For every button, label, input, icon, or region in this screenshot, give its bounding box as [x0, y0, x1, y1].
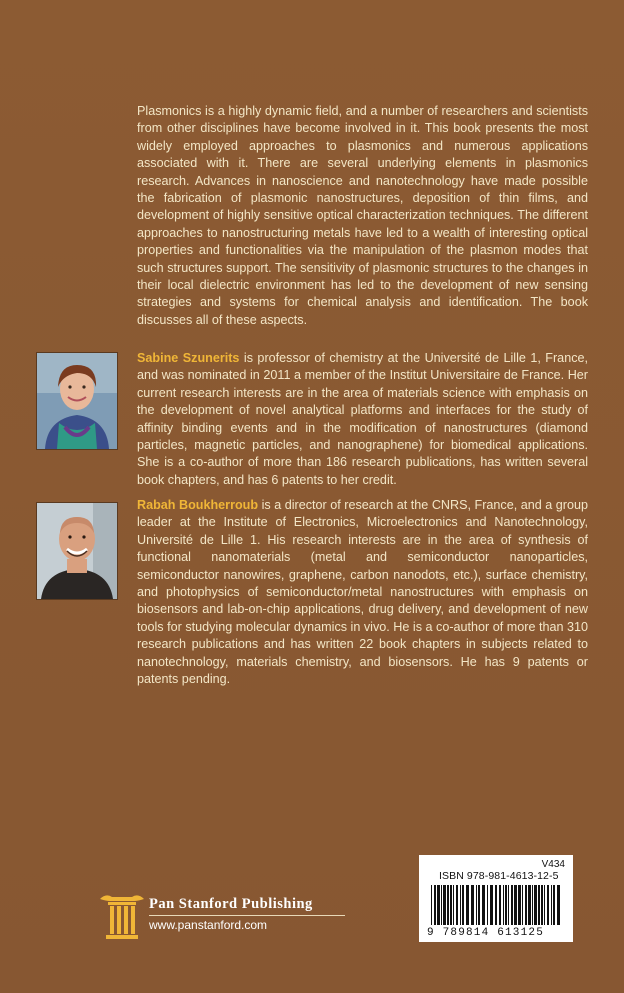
publisher-name: Pan Stanford Publishing	[149, 896, 313, 912]
barcode-bars-icon	[429, 885, 563, 925]
author-bio-rabah-boukherroub	[137, 497, 588, 688]
author-bio-text: is professor of chemistry at the Université de Lille 1, France, and was nominated in 2011 a member of the Institut Universitaire de France. Her current research interests are in the area of materials science with emphasis on the development of novel analytical platforms and interfaces for the study of affinity binding events and in the modification of nanostructures (diamond particles, magnetic particles, and nanographene) for biomedical applications. She is a co-author of more than 186 research publications, has written several book chapters, and has 6 patents to her credit.	[137, 351, 588, 487]
author-photo-rabah-boukherroub	[36, 502, 118, 600]
isbn-barcode	[419, 855, 573, 942]
author-name: Rabah Boukherroub	[137, 498, 259, 512]
author-bio-text: is a director of research at the CNRS, France, and a group leader at the Institute of Electronics, Microelectronics and Nanotechnology, Université de Lille 1. His research interests are in the area of synthesis of functional nanomaterials (metal and semiconductor nanoparticles, semiconductor nanowires, graphene, carbon nanodots, etc.), surface chemistry, and photophysics of semiconductor/metal nanostructures with emphasis on biosensors and lab-on-chip applications, drug delivery, and development of new tools for studying molecular dynamics in vivo. He is a co-author of more than 310 research publications and has written 22 book chapters in subjects related to nanotechnology, materials chemistry, and biosensors. He has 9 patents or patents pending.	[137, 498, 588, 687]
book-description: Plasmonics is a highly dynamic field, and a number of researchers and scientists from other disciplines have become involved in it. This book presents the most widely employed approaches to plasmonics and numerous applications associated with it. There are several underlying elements in plasmonics research. Advances in nanoscience and nanotechnology have made possible the fabrication of plasmonic nanostructures, deposition of thin films, and development of highly sensitive optical characterization techniques. The different approaches to nanostructuring metals have led to a wealth of interesting optical properties and functionalities via the manipulation of the plasmon modes that such structures support. The sensitivity of plasmonic structures to the changes in their local dielectric environment has led to the development of new sensing strategies and systems for chemical analysis and identification. The book discusses all of these aspects.	[137, 104, 588, 327]
barcode-code: V434	[541, 859, 565, 870]
publisher-divider	[149, 915, 345, 916]
column-logo-icon	[100, 893, 144, 939]
author-name: Sabine Szunerits	[137, 351, 240, 365]
author-photo-sabine-szunerits	[36, 352, 118, 450]
author-bio-sabine-szunerits	[137, 350, 588, 489]
isbn-label: ISBN 978-981-4613-12-5	[439, 870, 559, 882]
publisher-url: www.panstanford.com	[149, 918, 268, 932]
barcode-digits: 9 789814 613125	[427, 927, 545, 939]
